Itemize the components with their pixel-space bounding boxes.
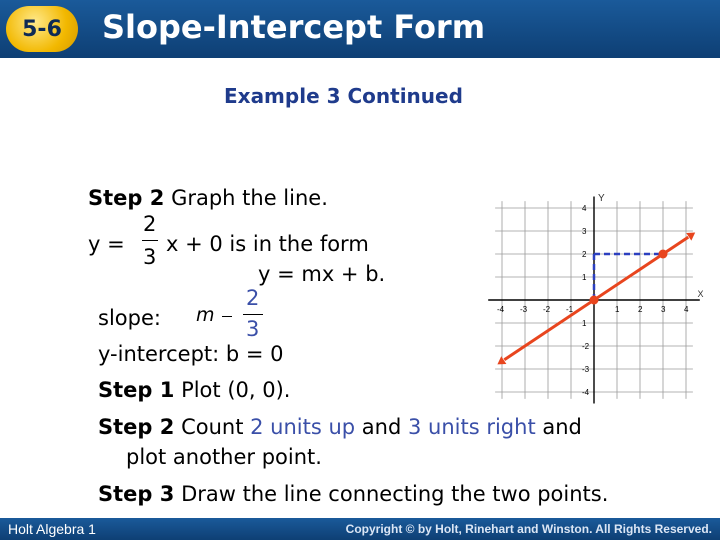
slope-numerator: 2 — [246, 286, 260, 310]
x-tick-label: -3 — [520, 305, 528, 314]
step3-text: Draw the line connecting the two points. — [181, 482, 609, 506]
step1-line — [98, 378, 290, 402]
x-tick-label: -4 — [497, 305, 505, 314]
y-tick-label: -4 — [582, 388, 590, 397]
x-tick-label: 2 — [638, 305, 643, 314]
step2-text: Graph the line. — [171, 186, 328, 210]
y-tick-label: 1 — [582, 273, 587, 282]
coordinate-graph — [490, 192, 704, 402]
step3-label: Step 3 — [98, 482, 175, 506]
step1-text: Plot (0, 0). — [181, 378, 291, 402]
x-tick-label: -1 — [566, 305, 574, 314]
y-tick-label: 1 — [582, 319, 587, 328]
eq-form-text: y = mx + b. — [258, 262, 386, 286]
plotted-point — [590, 296, 599, 305]
step2-units-right: 3 units right — [408, 415, 536, 439]
plot-layer — [497, 233, 695, 365]
slope-denominator: 3 — [246, 317, 260, 341]
x-tick-label: 4 — [684, 305, 689, 314]
footer-course: Holt Algebra 1 — [8, 521, 96, 537]
slope-m: m — [196, 304, 215, 326]
step2-count-text: Count — [181, 415, 244, 439]
intercept-line — [98, 342, 284, 366]
step2-count-line2: plot another point. — [126, 445, 322, 469]
y-tick-label: -3 — [582, 365, 590, 374]
lesson-badge: 5-6 — [6, 6, 78, 52]
plotted-point — [659, 250, 668, 259]
y-tick-label: 2 — [582, 250, 587, 259]
footer-copyright: Copyright © by Holt, Rinehart and Winston. All Rights Reserved. — [345, 522, 712, 536]
x-tick-label: 3 — [661, 305, 666, 314]
y-tick-label: 3 — [582, 227, 587, 236]
step2-label: Step 2 — [88, 186, 165, 210]
y-tick-label: -2 — [582, 342, 590, 351]
example-subtitle: Example 3 Continued — [224, 84, 463, 108]
y-axis-label: Y — [598, 192, 605, 204]
slope-label: slope: — [98, 306, 161, 330]
step1-label: Step 1 — [98, 378, 175, 402]
step2-count-label: Step 2 — [98, 415, 175, 439]
step2-and-2: and — [542, 415, 582, 439]
eq-denominator: 3 — [143, 245, 157, 269]
eq-numerator: 2 — [143, 212, 157, 236]
eq-form — [258, 262, 385, 286]
x-axis-label: X — [697, 289, 704, 299]
slope-fraction-bar — [243, 314, 263, 315]
slope-equals-dash — [222, 316, 232, 317]
intercept-value: b = 0 — [225, 342, 284, 366]
y-tick-label: 4 — [582, 204, 587, 213]
x-tick-label: 1 — [615, 305, 620, 314]
step2-and: and — [361, 415, 402, 439]
step3-line — [98, 482, 608, 506]
step2-units-up: 2 units up — [250, 415, 356, 439]
step2-count-line — [98, 415, 582, 439]
eq-y-equals: y = — [88, 232, 125, 256]
eq-rest: x + 0 is in the form — [166, 232, 369, 256]
eq-fraction-bar — [142, 240, 158, 241]
step2-heading — [88, 186, 328, 210]
x-tick-label: -2 — [543, 305, 551, 314]
intercept-label: y-intercept: — [98, 342, 220, 366]
page-title: Slope-Intercept Form — [102, 8, 486, 46]
